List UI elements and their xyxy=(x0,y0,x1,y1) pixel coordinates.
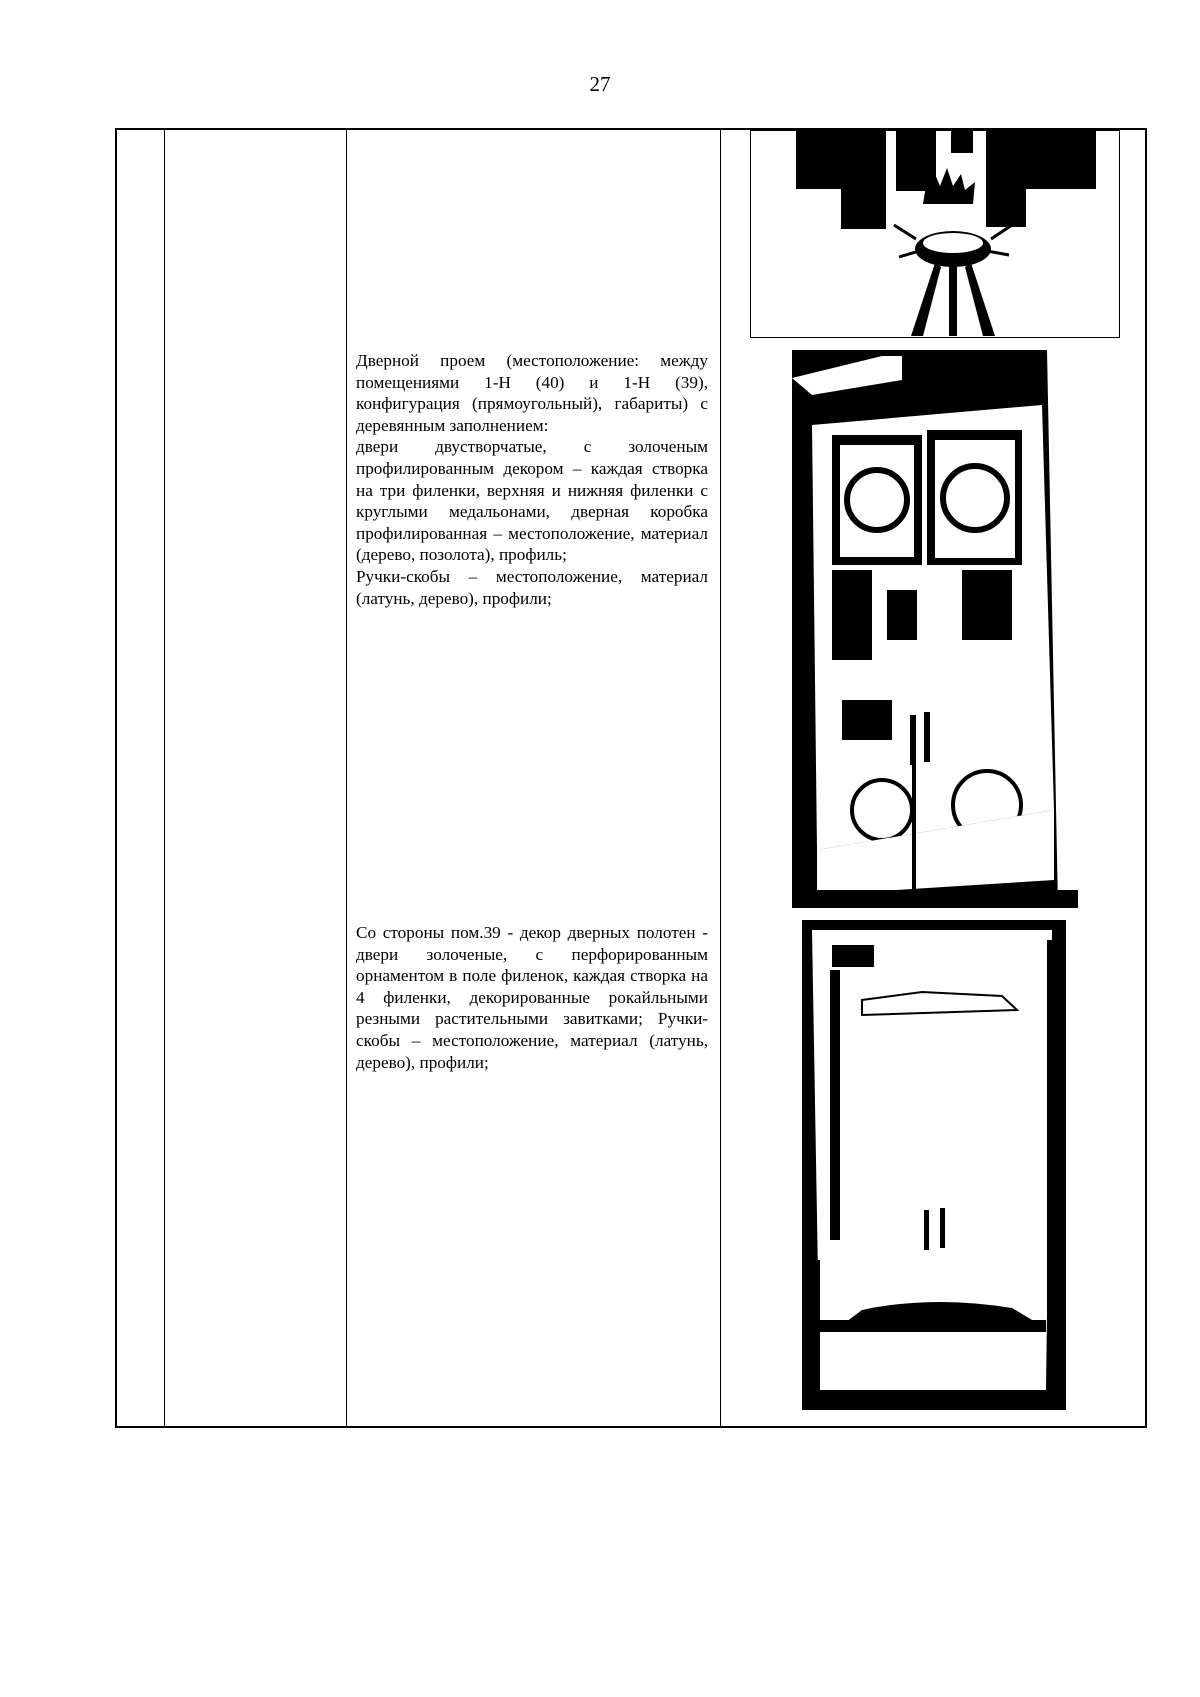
door-reverse-side-image xyxy=(802,920,1066,1410)
description-paragraph: Дверной проем (местоположение: между помещениями 1-Н (40) и 1-Н (39), конфигурация (прямоугольный), габариты) с деревянным заполнением: xyxy=(356,351,708,435)
door-opening-description xyxy=(356,350,708,609)
door-reverse-side-photo xyxy=(802,920,1066,1410)
chandelier-image xyxy=(751,131,1118,336)
page-number: 27 xyxy=(589,72,611,96)
double-door-image xyxy=(792,350,1078,908)
chandelier-photo xyxy=(750,130,1120,338)
description-paragraph: Ручки-скобы – местоположение, материал (латунь, дерево), профили; xyxy=(356,566,708,608)
column-divider xyxy=(164,130,165,1426)
column-divider xyxy=(346,130,347,1426)
description-paragraph: Со стороны пом.39 - декор дверных полотен - двери золоченые, с перфорированным орнаментом в поле филенок, каждая створка на 4 филенки, декорированные рокайльными резными растительными завитками; Ручки-скобы – местоположение, материал (латунь, дерево), профили; xyxy=(356,923,708,1072)
description-paragraph: двери двустворчатые, с золоченым профилированным декором – каждая створка на три филенки, верхняя и нижняя филенки с круглыми медальонами, дверная коробка профилированная – местоположение, материал (дерево, позолота), профиль; xyxy=(356,437,708,565)
column-divider xyxy=(720,130,721,1426)
double-door-photo xyxy=(792,350,1078,908)
room-39-side-description xyxy=(356,922,708,1073)
